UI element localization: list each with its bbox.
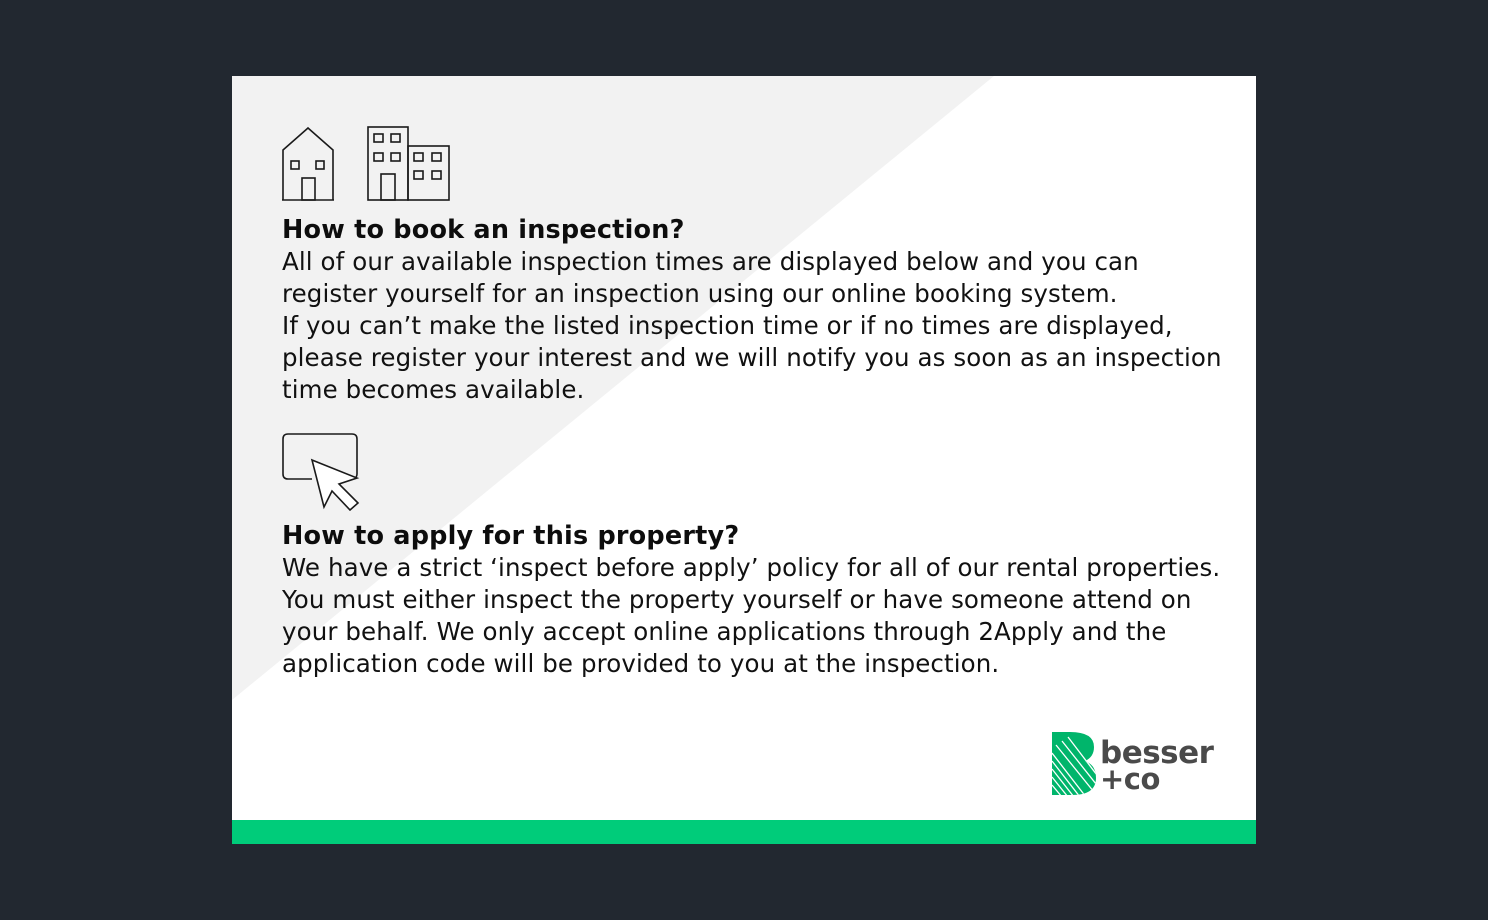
inspection-paragraph-1: All of our available inspection times are displayed below and you can register yourself for an inspection using our online booking system. — [282, 247, 1139, 308]
application-heading: How to apply for this property? — [282, 521, 740, 551]
application-body — [282, 552, 1222, 680]
besser-co-logo-text — [1100, 735, 1214, 796]
property-icons — [282, 126, 452, 201]
info-card — [232, 76, 1256, 844]
application-paragraph: We have a strict ‘inspect before apply’ policy for all of our rental properties. You must either inspect the property yourself or have someone attend on your behalf. We only accept online applications through 2Apply and the application code will be provided to you at the inspection. — [282, 553, 1221, 678]
logo-word-co: +co — [1100, 762, 1160, 796]
inspection-paragraph-2: If you can’t make the listed inspection time or if no times are displayed, please register your interest and we will notify you as soon as an inspection time becomes available. — [282, 311, 1222, 404]
inspection-heading: How to book an inspection? — [282, 215, 685, 245]
inspection-body — [282, 246, 1222, 406]
apartment-building-icon — [368, 127, 449, 200]
house-icon — [282, 128, 334, 200]
cursor-click-icon — [282, 433, 362, 511]
logo-b-shape — [1050, 731, 1100, 797]
logo-word-besser: besser — [1100, 735, 1214, 771]
brand-footer-bar — [232, 820, 1256, 844]
